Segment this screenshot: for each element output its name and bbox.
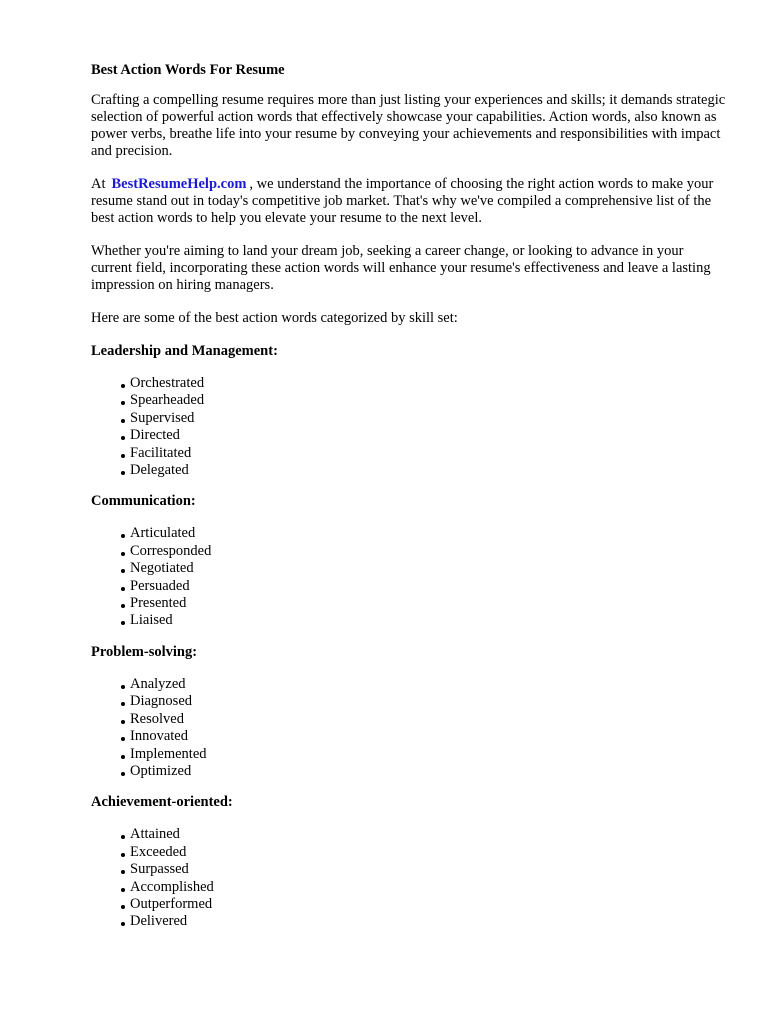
action-word: Attained [130, 826, 180, 843]
action-word: Accomplished [130, 878, 214, 895]
bullet-icon [121, 835, 125, 839]
action-word-list [91, 826, 728, 930]
company-paragraph [91, 176, 728, 227]
document-title: Best Action Words For Resume [91, 62, 285, 78]
section-problem-solving [91, 644, 728, 780]
bullet-icon [121, 755, 125, 759]
section-heading: Communication: [91, 493, 196, 510]
bullet-icon [121, 772, 125, 776]
company-paragraph-text: , we understand the importance of choosing the right action words to make your resume stand out in today's competitive job market. That's why we've compiled a comprehensive list of the best action words to help you elevate your resume to the next level. [91, 176, 714, 226]
bullet-icon [121, 702, 125, 706]
company-paragraph-prefix: At [91, 176, 106, 192]
categories-intro: Here are some of the best action words categorized by skill set: [91, 310, 458, 326]
action-word: Negotiated [130, 560, 194, 577]
bullet-icon [121, 853, 125, 857]
action-word: Directed [130, 427, 180, 444]
action-word: Spearheaded [130, 392, 205, 409]
bullet-icon [121, 587, 125, 591]
bullet-icon [121, 922, 125, 926]
list-item [121, 543, 728, 560]
bullet-icon [121, 436, 125, 440]
bullet-icon [121, 384, 125, 388]
action-word: Orchestrated [130, 375, 205, 391]
list-item [121, 427, 728, 444]
action-word: Delivered [130, 913, 188, 930]
section-heading: Leadership and Management: [91, 343, 278, 359]
section-leadership [91, 343, 728, 479]
list-item [121, 693, 728, 710]
bullet-icon [121, 471, 125, 475]
list-item [121, 711, 728, 728]
list-item [121, 392, 728, 409]
action-word: Analyzed [130, 675, 186, 692]
bullet-icon [121, 870, 125, 874]
intro-paragraph: Crafting a compelling resume requires more than just listing your experiences and skills; it demands strategic selection of powerful action words that effectively showcase your capabilities. Action words, also known as power verbs, breathe life into your resume by conveying your achievements and responsibilities with impact and precision. [91, 92, 726, 159]
list-item [121, 462, 728, 479]
list-item [121, 410, 728, 427]
list-item [121, 375, 728, 392]
list-item [121, 763, 728, 780]
list-item [121, 746, 728, 763]
action-word: Implemented [130, 745, 207, 762]
action-word: Presented [130, 595, 187, 612]
list-item [121, 861, 728, 878]
bullet-icon [121, 685, 125, 689]
bullet-icon [121, 604, 125, 608]
action-word: Articulated [130, 525, 196, 542]
bullet-icon [121, 534, 125, 538]
bullet-icon [121, 419, 125, 423]
action-word: Corresponded [130, 542, 212, 559]
bullet-icon [121, 737, 125, 741]
action-word: Facilitated [130, 444, 192, 461]
bullet-icon [121, 569, 125, 573]
list-item [121, 844, 728, 861]
section-heading: Achievement-oriented: [91, 794, 233, 811]
list-item [121, 578, 728, 595]
best-resume-help-link[interactable]: BestResumeHelp.com [111, 176, 247, 192]
bullet-icon [121, 720, 125, 724]
action-word: Optimized [130, 762, 192, 779]
list-item [121, 612, 728, 629]
action-word: Exceeded [130, 843, 187, 860]
section-achievement [91, 794, 728, 930]
list-item [121, 879, 728, 896]
action-word: Liaised [130, 612, 173, 629]
action-word-list [91, 375, 728, 479]
action-word: Diagnosed [130, 693, 193, 710]
list-item [121, 445, 728, 462]
action-word: Surpassed [130, 861, 189, 878]
list-item [121, 676, 728, 693]
action-word: Resolved [130, 710, 184, 727]
section-communication [91, 493, 728, 629]
career-paragraph: Whether you're aiming to land your dream job, seeking a career change, or looking to advance in your current field, incorporating these action words will enhance your resume's effectiveness and leave a lasting impression on hiring managers. [91, 243, 711, 293]
action-word: Supervised [130, 409, 195, 426]
bullet-icon [121, 621, 125, 625]
action-word: Persuaded [130, 577, 190, 594]
bullet-icon [121, 888, 125, 892]
list-item [121, 826, 728, 843]
list-item [121, 560, 728, 577]
list-item [121, 728, 728, 745]
section-heading: Problem-solving: [91, 643, 198, 660]
bullet-icon [121, 905, 125, 909]
bullet-icon [121, 454, 125, 458]
list-item [121, 595, 728, 612]
list-item [121, 896, 728, 913]
list-item [121, 525, 728, 542]
action-word-list [91, 676, 728, 780]
list-item [121, 913, 728, 930]
bullet-icon [121, 552, 125, 556]
action-word-list [91, 525, 728, 629]
action-word: Outperformed [130, 895, 213, 912]
bullet-icon [121, 401, 125, 405]
action-word: Innovated [130, 728, 188, 745]
action-word: Delegated [130, 462, 189, 479]
